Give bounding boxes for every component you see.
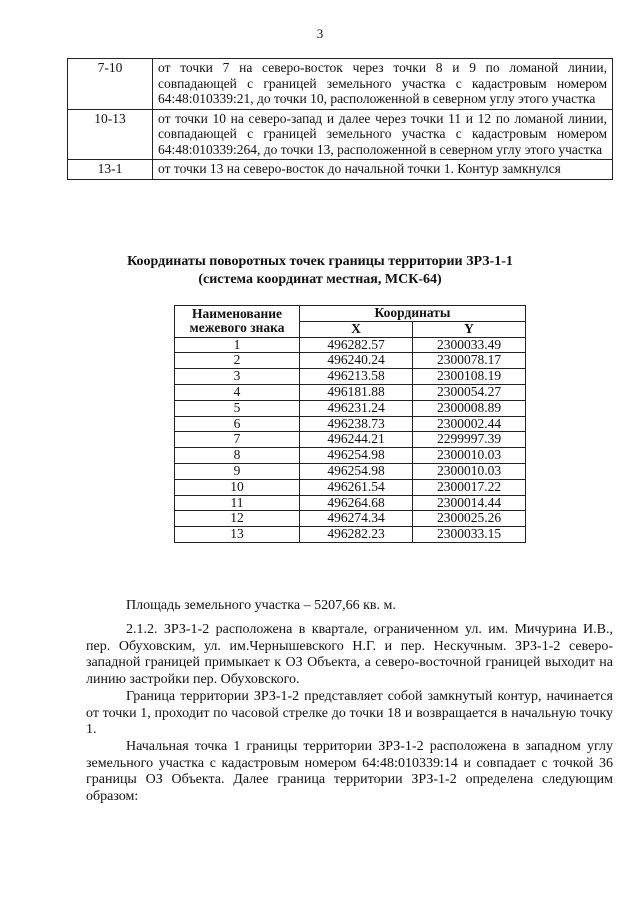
y-coordinate-cell: 2300017.22 — [413, 479, 526, 495]
x-coordinate-cell: 496181.88 — [300, 384, 413, 400]
marker-number-cell: 12 — [175, 511, 300, 527]
table-row — [175, 511, 526, 527]
x-coordinate-cell: 496231.24 — [300, 400, 413, 416]
coordinates-title — [0, 253, 640, 289]
segment-description: от точки 10 на северо-запад и далее через точки 11 и 12 по ломаной линии, совпадающей с границей земельного участка с кадастровым номером 64:48:010339:264, до точки 13, расположенной в северном углу этого участка — [153, 109, 613, 160]
segment-cell: 7-10 — [68, 59, 153, 110]
table-row — [175, 416, 526, 432]
land-area-paragraph: Площадь земельного участка – 5207,66 кв. м. — [126, 598, 396, 613]
x-coordinate-cell: 496254.98 — [300, 463, 413, 479]
y-coordinate-cell: 2300033.15 — [413, 527, 526, 543]
table-row — [175, 479, 526, 495]
header-marker-name-line1: Наименование — [192, 305, 282, 321]
x-coordinate-cell: 496282.57 — [300, 337, 413, 353]
segment-cell: 10-13 — [68, 109, 153, 160]
marker-number-cell: 3 — [175, 369, 300, 385]
x-coordinate-cell: 496261.54 — [300, 479, 413, 495]
segment-description: от точки 13 на северо-восток до начальной точки 1. Контур замкнулся — [153, 160, 613, 180]
coordinates-title-line1: Координаты поворотных точек границы территории ЗРЗ-1-1 — [127, 254, 513, 269]
marker-number-cell: 11 — [175, 495, 300, 511]
x-coordinate-cell: 496264.68 — [300, 495, 413, 511]
table-row — [175, 400, 526, 416]
marker-number-cell: 10 — [175, 479, 300, 495]
header-marker-name — [175, 306, 300, 338]
coordinates-table-body — [175, 337, 526, 542]
marker-number-cell: 1 — [175, 337, 300, 353]
x-coordinate-cell: 496254.98 — [300, 448, 413, 464]
table-row — [175, 495, 526, 511]
table-row — [175, 463, 526, 479]
x-coordinate-cell: 496244.21 — [300, 432, 413, 448]
table-row — [175, 369, 526, 385]
table-row — [175, 353, 526, 369]
marker-number-cell: 7 — [175, 432, 300, 448]
segment-description: от точки 7 на северо-восток через точки 8 и 9 по ломаной линии, совпадающей с границей земельного участка с кадастровым номером 64:48:010339:21, до точки 10, расположенной в северном углу этого участка — [153, 59, 613, 110]
paragraph-2-1-2: 2.1.2. ЗРЗ-1-2 расположена в квартале, ограниченном ул. им. Мичурина И.В., пер. Обуховским, ул. им.Чернышевского Н.Г. и пер. Нескучным. ЗРЗ-1-2 северо-западной границей примыкает к ОЗ Объекта, а северо-восточной границей выходит на линию застройки пер. Обуховского. — [86, 622, 613, 687]
y-coordinate-cell: 2300078.17 — [413, 353, 526, 369]
y-coordinate-cell: 2300014.44 — [413, 495, 526, 511]
y-coordinate-cell: 2300108.19 — [413, 369, 526, 385]
marker-number-cell: 9 — [175, 463, 300, 479]
table-row — [68, 160, 613, 180]
marker-number-cell: 5 — [175, 400, 300, 416]
table-row — [175, 448, 526, 464]
y-coordinate-cell: 2300010.03 — [413, 463, 526, 479]
paragraph-contour: Граница территории ЗРЗ-1-2 представляет собой замкнутый контур, начинается от точки 1, проходит по часовой стрелке до точки 18 и возвращается в начальную точку 1. — [86, 689, 613, 737]
y-coordinate-cell: 2300002.44 — [413, 416, 526, 432]
x-coordinate-cell: 496274.34 — [300, 511, 413, 527]
y-coordinate-cell: 2300008.89 — [413, 400, 526, 416]
table-header-row — [175, 306, 526, 322]
table-row — [175, 384, 526, 400]
table-row — [68, 109, 613, 160]
y-coordinate-cell: 2300054.27 — [413, 384, 526, 400]
y-coordinate-cell: 2299997.39 — [413, 432, 526, 448]
header-y: Y — [413, 321, 526, 337]
y-coordinate-cell: 2300010.03 — [413, 448, 526, 464]
marker-number-cell: 2 — [175, 353, 300, 369]
table-row — [175, 527, 526, 543]
page-number: 3 — [316, 26, 324, 41]
x-coordinate-cell: 496238.73 — [300, 416, 413, 432]
marker-number-cell: 4 — [175, 384, 300, 400]
paragraph-start-point: Начальная точка 1 границы территории ЗРЗ-1-2 расположена в западном углу земельного участка с кадастровым номером 64:48:010339:14 и совпадает с точкой 36 границы ОЗ Объекта. Далее граница территории ЗРЗ-1-2 определена следующим образом: — [86, 739, 613, 804]
segment-cell: 13-1 — [68, 160, 153, 180]
marker-number-cell: 8 — [175, 448, 300, 464]
table-row — [175, 337, 526, 353]
header-coordinates: Координаты — [300, 306, 526, 322]
boundary-description-table — [67, 58, 613, 180]
x-coordinate-cell: 496282.23 — [300, 527, 413, 543]
table-row — [68, 59, 613, 110]
header-marker-name-line2: межевого знака — [189, 320, 285, 336]
y-coordinate-cell: 2300033.49 — [413, 337, 526, 353]
marker-number-cell: 6 — [175, 416, 300, 432]
coordinates-table — [174, 305, 526, 543]
x-coordinate-cell: 496240.24 — [300, 353, 413, 369]
table-row — [175, 432, 526, 448]
marker-number-cell: 13 — [175, 527, 300, 543]
x-coordinate-cell: 496213.58 — [300, 369, 413, 385]
y-coordinate-cell: 2300025.26 — [413, 511, 526, 527]
coordinates-title-line2: (система координат местная, МСК-64) — [198, 272, 442, 287]
header-x: X — [300, 321, 413, 337]
